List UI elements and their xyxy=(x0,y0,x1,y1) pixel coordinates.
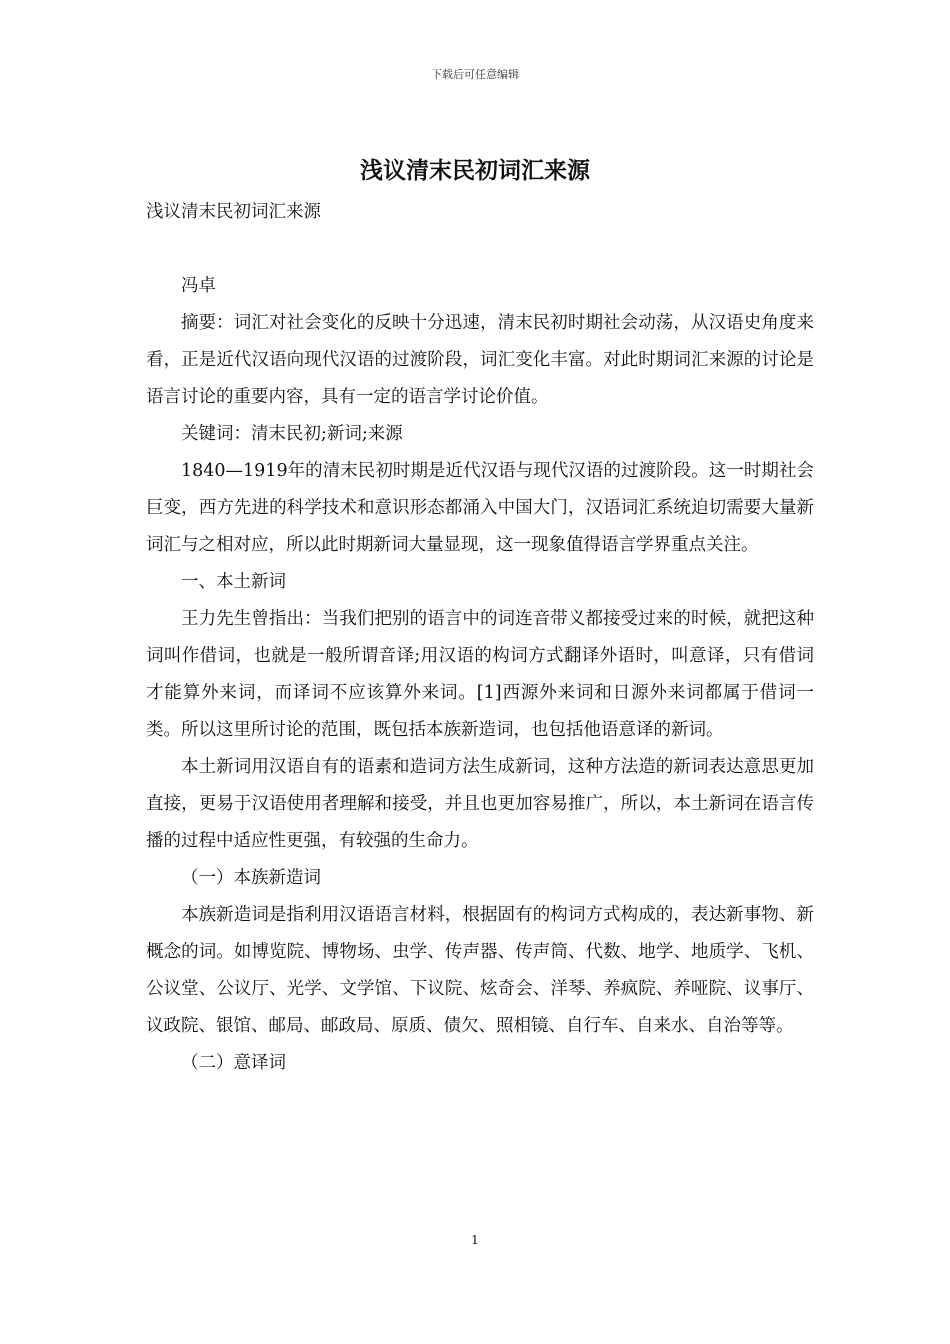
keywords-paragraph: 关键词：清末民初;新词;来源 xyxy=(181,424,403,444)
subsection-heading-1: （一）本族新造词 xyxy=(181,868,321,888)
document-subtitle: 浅议清末民初词汇来源 xyxy=(146,202,321,222)
body-paragraph: 王力先生曾指出：当我们把别的语言中的词连音带义都接受过来的时候，就把这种词叫作借词，也就是一般所谓音译;用汉语的构词方式翻译外语时，叫意译，只有借词才能算外来词，而译词不应该算外来词。[1]西源外来词和日源外来词都属于借词一类。所以这里所讨论的范围，既包括本族新造词，也包括他语意译的新词。 xyxy=(146,609,814,740)
page-header: 下载后可任意编辑 xyxy=(431,68,519,81)
body-paragraph: 本族新造词是指利用汉语语言材料，根据固有的构词方式构成的，表达新事物、新概念的词。如博览院、博物场、虫学、传声器、传声筒、代数、地学、地质学、飞机、公议堂、公议厅、光学、文学馆、下议院、炫奇会、洋琴、养疯院、养哑院、议事厅、议政院、银馆、邮局、邮政局、原质、债欠、照相镜、自行车、自来水、自治等等。 xyxy=(146,905,814,1036)
body-paragraph: 本土新词用汉语自有的语素和造词方法生成新词，这种方法造的新词表达意思更加直接，更易于汉语使用者理解和接受，并且也更加容易推广，所以，本土新词在语言传播的过程中适应性更强，有较强的生命力。 xyxy=(146,757,814,851)
document-body xyxy=(146,194,814,1082)
abstract-paragraph: 摘要：词汇对社会变化的反映十分迅速，清末民初时期社会动荡，从汉语史角度来看，正是近代汉语向现代汉语的过渡阶段，词汇变化丰富。对此时期词汇来源的讨论是语言讨论的重要内容，具有一定的语言学讨论价值。 xyxy=(146,313,814,407)
intro-paragraph: 1840—1919年的清末民初时期是近代汉语与现代汉语的过渡阶段。这一时期社会巨变，西方先进的科学技术和意识形态都涌入中国大门，汉语词汇系统迫切需要大量新词汇与之相对应，所以此时期新词大量显现，这一现象值得语言学界重点关注。 xyxy=(146,461,814,555)
blank-line xyxy=(146,231,814,268)
subsection-heading-2: （二）意译词 xyxy=(181,1053,286,1073)
author: 冯卓 xyxy=(181,276,216,296)
document-title: 浅议清末民初词汇来源 xyxy=(360,157,590,184)
section-heading-1: 一、本土新词 xyxy=(181,572,286,592)
page-number: 1 xyxy=(471,1233,479,1247)
